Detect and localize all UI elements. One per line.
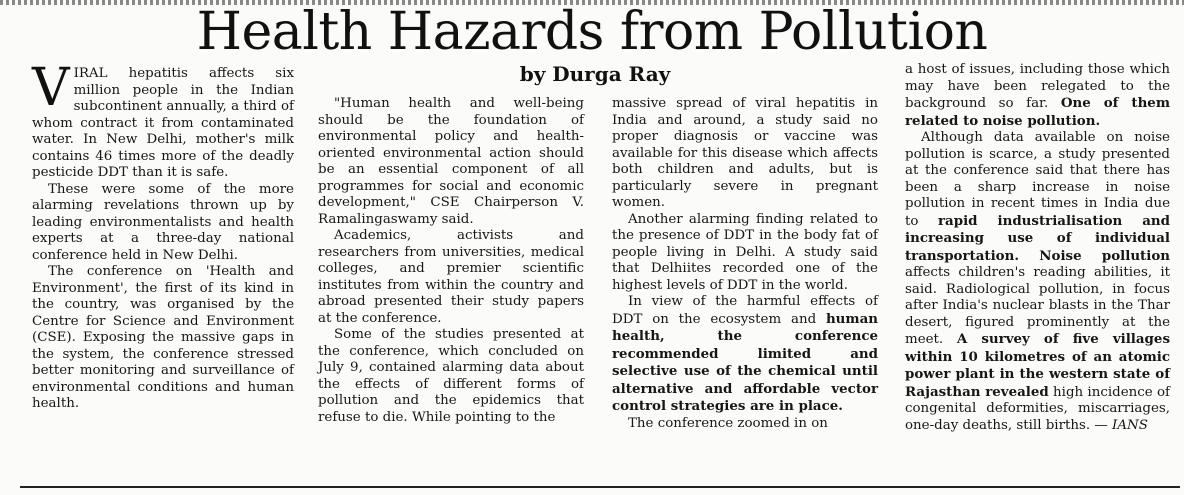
paragraph-text: IRAL hepatitis affects six million people in the Indian subcontinent annually, a third of whom contract it from contaminated water. In New Delhi, mother's milk contains 46 times more of the deadly pesticide DDT than it is safe. (32, 66, 294, 180)
paragraph-text: Although data available on noise pollution is scarce, a study presented at the conference said that there has been a sharp increase in noise pollution in recent times in India due to (905, 130, 1170, 229)
column-4 (905, 62, 1170, 434)
bold-text: human health, the conference recommended limited and selective use of the chemical until alternative and affordable vector control strategies are in place. (612, 310, 878, 414)
bold-text: rapid industrialisation and increasing use of individual transportation. Noise pollution (905, 212, 1171, 264)
drop-cap: V (32, 58, 70, 118)
paragraph-text: a host of issues, including those which may have been relegated to the background so far. (905, 62, 1170, 111)
paragraph: The conference zoomed in on (628, 415, 828, 431)
paragraph (32, 58, 294, 182)
paragraph-text: In view of the harmful effects of DDT on the ecosystem and (612, 294, 878, 327)
paragraph: Another alarming finding related to the presence of DDT in the body fat of people living in Delhi. A study said that Delhiites recorded one of the highest levels of DDT in the world. (612, 211, 878, 293)
paragraph-text: affects children's reading abilities, it said. Radiological pollution, in focus after India's nuclear blasts in the Thar desert, figured prominently at the meet. (905, 265, 1170, 347)
paragraph: Some of the studies presented at the conference, which concluded on July 9, contained alarming data about the effects of different forms of pollution and the epidemics that refuse to die. While pointing to the (318, 327, 584, 425)
paragraph-text: high incidence of congenital deformities, miscarriages, one-day deaths, still births. — (905, 384, 1170, 433)
paragraph (612, 294, 878, 416)
paragraph: Academics, activists and researchers from universities, medical colleges, and premier scientific institutes from within the country and abroad presented their study papers at the conference. (318, 228, 584, 326)
bottom-rule (20, 486, 1180, 488)
headline: Health Hazards from Pollution (196, 2, 988, 62)
bold-text: A survey of five villages within 10 kilometres of an atomic power plant in the western state of Rajasthan revealed (905, 331, 1170, 400)
column-2 (318, 96, 584, 426)
paragraph: "Human health and well-being should be the foundation of environmental policy and health-oriented environmental action should be an essential component of all programmes for social and economic development," CSE Chairperson V. Ramalingaswamy said. (318, 96, 584, 227)
paragraph: massive spread of viral hepatitis in India and around, a study said no proper diagnosis or vaccine was available for this disease which affects both children and adults, but is particularly severe in pregnant women. (612, 96, 878, 210)
bold-text: One of them related to noise pollution. (905, 95, 1170, 129)
paragraph (905, 62, 1170, 130)
paragraph: The conference on 'Health and Environment', the first of its kind in the country, was organised by the Centre for Science and Environment (CSE). Exposing the massive gaps in the system, the conference stressed better monitoring and surveillance of environmental conditions and human health. (32, 264, 294, 411)
credit: IANS (1112, 417, 1148, 433)
paragraph (905, 130, 1170, 434)
byline: by Durga Ray (519, 62, 671, 86)
column-1 (32, 58, 294, 413)
paragraph: These were some of the more alarming revelations thrown up by leading environmentalists and health experts at a three-day national conference held in New Delhi. (32, 181, 294, 263)
column-3 (612, 96, 878, 432)
